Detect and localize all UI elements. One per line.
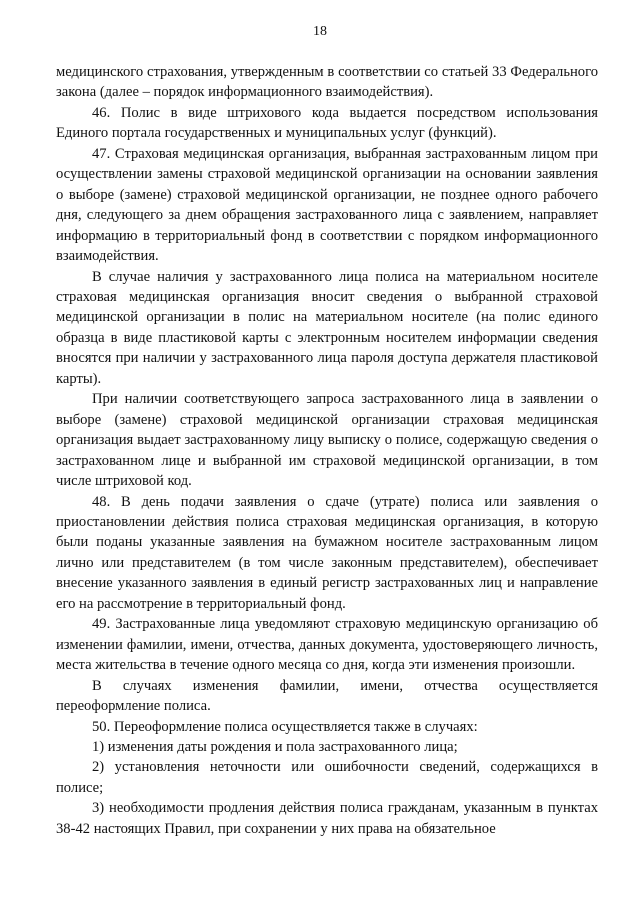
paragraph-50: 50. Переоформление полиса осуществляется также в случаях: [92, 718, 478, 735]
paragraph-50-item-2: 2) установления неточности или ошибочности сведений, содержащихся в полисе; [56, 759, 598, 796]
paragraph-continuation: медицинского страхования, утвержденным в соответствии со статьей 33 Федерального закона (далее – порядок информационного взаимодействия). [56, 64, 598, 101]
paragraph-49-reissue: В случаях изменения фамилии, имени, отчества осуществляется переоформление полиса. [56, 677, 598, 715]
document-body [56, 62, 598, 839]
paragraph-49: 49. Застрахованные лица уведомляют страховую медицинскую организацию об изменении фамилии, имени, отчества, данных документа, удостоверяющего личность, места жительства в течение одного месяца со дня, когда эти изменения произошли. [56, 616, 598, 674]
paragraph-47-material-carrier: В случае наличия у застрахованного лица полиса на материальном носителе страховая медицинская организация вносит сведения о выбранной страховой медицинской организации в полис на материальном носителе (на полис единого образца в виде пластиковой карты с электронным носителем информации сведения вносятся при наличии у застрахованного лица пароля доступа держателя пластиковой карты). [56, 268, 598, 387]
page-number: 18 [313, 24, 327, 39]
paragraph-47: 47. Страховая медицинская организация, выбранная застрахованным лицом при осуществлении замены страховой медицинской организации на основании заявления о выборе (замене) страховой медицинской организации, не позднее одного рабочего дня, следующего за днем обращения застрахованного лица с заявлением, направляет информацию в территориальный фонд в соответствии с порядком информационного взаимодействия. [56, 145, 598, 265]
paragraph-50-item-3: 3) необходимости продления действия полиса гражданам, указанным в пунктах 38-42 настоящих Правил, при сохранении у них права на обязательное [56, 800, 598, 837]
paragraph-50-item-1: 1) изменения даты рождения и пола застрахованного лица; [92, 738, 458, 755]
paragraph-48: 48. В день подачи заявления о сдаче (утрате) полиса или заявления о приостановлении действия полиса страховая медицинская организация, в которую были поданы указанные заявления на бумажном носителе застрахованным лицом лично или представителем (в том числе законным представителем), обеспечивает внесение указанного заявления в единый регистр застрахованных лиц и направление его на рассмотрение в территориальный фонд. [56, 493, 598, 612]
paragraph-47-extract: При наличии соответствующего запроса застрахованного лица в заявлении о выборе (замене) страховой медицинской организации страховая медицинская организация выдает застрахованному лицу выписку о полисе, содержащую сведения о застрахованном лице и выбранной им страховой медицинской организации, в том числе штриховой код. [56, 391, 598, 490]
paragraph-46: 46. Полис в виде штрихового кода выдается посредством использования Единого портала государственных и муниципальных услуг (функций). [56, 104, 598, 142]
